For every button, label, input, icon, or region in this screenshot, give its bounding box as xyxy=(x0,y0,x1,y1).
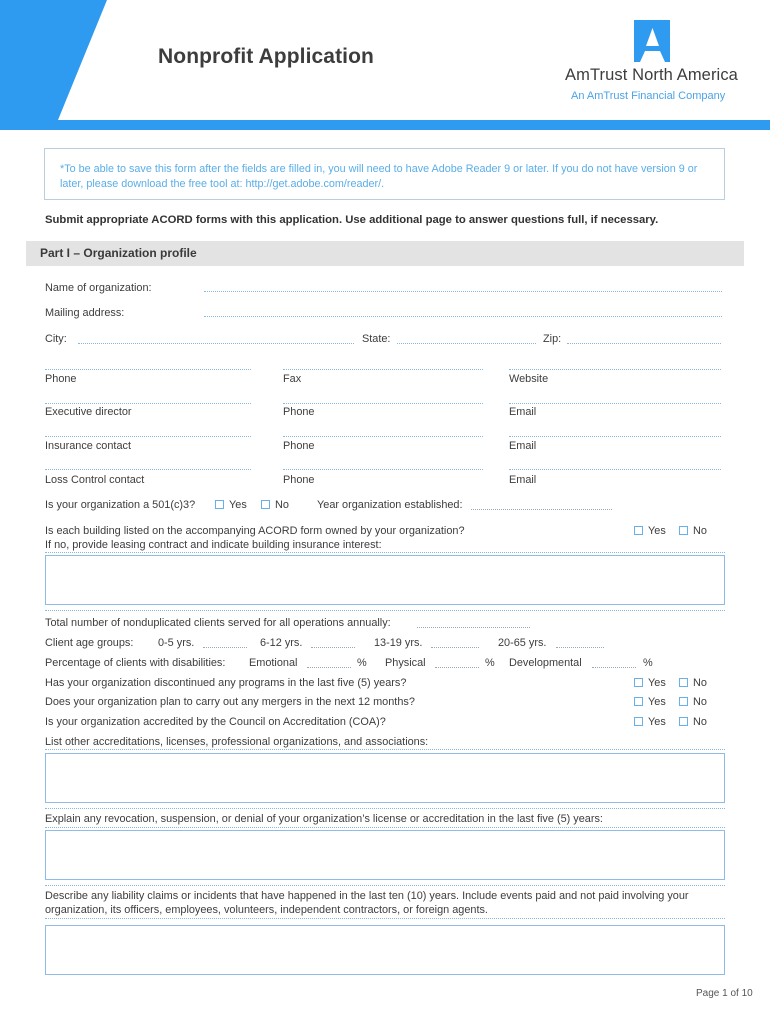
discontinued-no-label: No xyxy=(693,677,707,689)
insurance-contact-phone-field[interactable] xyxy=(283,436,483,437)
zip-field[interactable] xyxy=(567,343,721,344)
city-label: City: xyxy=(45,333,67,345)
insurance-contact-email-field[interactable] xyxy=(509,436,721,437)
building-yes-checkbox[interactable] xyxy=(634,526,643,535)
q501-yes-label: Yes xyxy=(229,499,247,511)
building-no-checkbox[interactable] xyxy=(679,526,688,535)
insurance-contact-phone-label: Phone xyxy=(283,440,315,452)
mergers-yes-checkbox[interactable] xyxy=(634,697,643,706)
executive-director-label: Executive director xyxy=(45,406,132,418)
city-field[interactable] xyxy=(78,343,354,344)
building-yes-label: Yes xyxy=(648,525,666,537)
discontinued-no-checkbox[interactable] xyxy=(679,678,688,687)
zip-label: Zip: xyxy=(543,333,562,345)
mergers-yes-label: Yes xyxy=(648,696,666,708)
adobe-notice-text: *To be able to save this form after the fields are filled in, you will need to have Adobe Reader 9 or later. If you do not have version 9 or later, please download the free tool at: http://get.adobe.com/reader/. xyxy=(60,163,698,190)
loss-control-email-label: Email xyxy=(509,474,537,486)
mergers-no-checkbox[interactable] xyxy=(679,697,688,706)
form-title: Nonprofit Application xyxy=(158,45,374,68)
amtrust-a-logo-icon xyxy=(634,20,670,62)
brand-name: AmTrust North America xyxy=(565,66,738,84)
coa-no-checkbox[interactable] xyxy=(679,717,688,726)
coa-no-label: No xyxy=(693,716,707,728)
q501-yes-checkbox[interactable] xyxy=(215,500,224,509)
other-accreditations-box[interactable] xyxy=(45,753,725,803)
client-age-groups-label: Client age groups: xyxy=(45,637,134,649)
emotional-percent: % xyxy=(357,657,367,669)
mergers-label: Does your organization plan to carry out any mergers in the next 12 months? xyxy=(45,696,415,708)
total-clients-field[interactable] xyxy=(417,627,530,628)
website-label: Website xyxy=(509,373,549,385)
q501-label: Is your organization a 501(c)3? xyxy=(45,499,196,511)
q501-no-label: No xyxy=(275,499,289,511)
discontinued-yes-checkbox[interactable] xyxy=(634,678,643,687)
page-number: Page 1 of 10 xyxy=(696,988,753,999)
loss-control-contact-label: Loss Control contact xyxy=(45,474,145,486)
age-0-5-field[interactable] xyxy=(203,647,247,648)
divider xyxy=(45,827,725,828)
age-13-19-label: 13-19 yrs. xyxy=(374,637,423,649)
mailing-address-field[interactable] xyxy=(204,316,722,317)
section-header xyxy=(26,241,744,266)
leasing-contract-label: If no, provide leasing contract and indicate building insurance interest: xyxy=(45,539,382,551)
divider xyxy=(45,610,725,611)
loss-control-contact-field[interactable] xyxy=(45,469,251,470)
disabilities-label: Percentage of clients with disabilities: xyxy=(45,657,226,669)
developmental-field[interactable] xyxy=(592,667,636,668)
name-of-organization-label: Name of organization: xyxy=(45,282,152,294)
physical-label: Physical xyxy=(385,657,426,669)
divider xyxy=(45,552,725,553)
section-title: Part I – Organization profile xyxy=(40,246,197,260)
total-clients-label: Total number of nonduplicated clients served for all operations annually: xyxy=(45,617,391,629)
mailing-address-label: Mailing address: xyxy=(45,307,125,319)
fax-label: Fax xyxy=(283,373,302,385)
age-0-5-label: 0-5 yrs. xyxy=(158,637,195,649)
fax-field[interactable] xyxy=(283,369,483,370)
coa-yes-label: Yes xyxy=(648,716,666,728)
leasing-answer-box[interactable] xyxy=(45,555,725,605)
website-field[interactable] xyxy=(509,369,721,370)
executive-director-email-field[interactable] xyxy=(509,403,721,404)
physical-percent: % xyxy=(485,657,495,669)
divider xyxy=(45,885,725,886)
physical-field[interactable] xyxy=(435,667,479,668)
executive-director-email-label: Email xyxy=(509,406,537,418)
divider xyxy=(45,749,725,750)
age-6-12-field[interactable] xyxy=(311,647,355,648)
loss-control-email-field[interactable] xyxy=(509,469,721,470)
phone-field[interactable] xyxy=(45,369,251,370)
brand-subtitle: An AmTrust Financial Company xyxy=(571,90,726,102)
liability-claims-label-line-2: organization, its officers, employees, volunteers, independent contractors, or foreign agents. xyxy=(45,904,488,916)
building-no-label: No xyxy=(693,525,707,537)
loss-control-phone-label: Phone xyxy=(283,474,315,486)
executive-director-field[interactable] xyxy=(45,403,251,404)
revocation-label: Explain any revocation, suspension, or denial of your organization’s license or accreditation in the last five (5) years: xyxy=(45,813,603,825)
executive-director-phone-label: Phone xyxy=(283,406,315,418)
age-20-65-field[interactable] xyxy=(556,647,604,648)
divider xyxy=(45,918,725,919)
emotional-label: Emotional xyxy=(249,657,298,669)
adobe-notice xyxy=(44,148,725,200)
age-20-65-label: 20-65 yrs. xyxy=(498,637,547,649)
q501-no-checkbox[interactable] xyxy=(261,500,270,509)
phone-label: Phone xyxy=(45,373,77,385)
emotional-field[interactable] xyxy=(307,667,351,668)
state-field[interactable] xyxy=(397,343,536,344)
coa-yes-checkbox[interactable] xyxy=(634,717,643,726)
state-label: State: xyxy=(362,333,391,345)
age-6-12-label: 6-12 yrs. xyxy=(260,637,303,649)
name-of-organization-field[interactable] xyxy=(204,291,722,292)
executive-director-phone-field[interactable] xyxy=(283,403,483,404)
insurance-contact-email-label: Email xyxy=(509,440,537,452)
discontinued-yes-label: Yes xyxy=(648,677,666,689)
submit-instruction: Submit appropriate ACORD forms with this application. Use additional page to answer questions full, if necessary. xyxy=(45,214,659,226)
other-accreditations-label: List other accreditations, licenses, professional organizations, and associations: xyxy=(45,736,429,748)
developmental-label: Developmental xyxy=(509,657,582,669)
insurance-contact-label: Insurance contact xyxy=(45,440,131,452)
mergers-no-label: No xyxy=(693,696,707,708)
year-established-label: Year organization established: xyxy=(317,499,463,511)
discontinued-programs-label: Has your organization discontinued any programs in the last five (5) years? xyxy=(45,677,407,689)
revocation-answer-box[interactable] xyxy=(45,830,725,880)
loss-control-phone-field[interactable] xyxy=(283,469,483,470)
building-ownership-label: Is each building listed on the accompanying ACORD form owned by your organization? xyxy=(45,525,465,537)
liability-claims-answer-box[interactable] xyxy=(45,925,725,975)
insurance-contact-field[interactable] xyxy=(45,436,251,437)
coa-accredited-label: Is your organization accredited by the Council on Accreditation (COA)? xyxy=(45,716,386,728)
liability-claims-label-line-1: Describe any liability claims or incidents that have happened in the last ten (10) years. Include events paid and not paid involving your xyxy=(45,890,689,902)
divider xyxy=(45,808,725,809)
age-13-19-field[interactable] xyxy=(431,647,479,648)
developmental-percent: % xyxy=(643,657,653,669)
year-established-field[interactable] xyxy=(471,509,612,510)
